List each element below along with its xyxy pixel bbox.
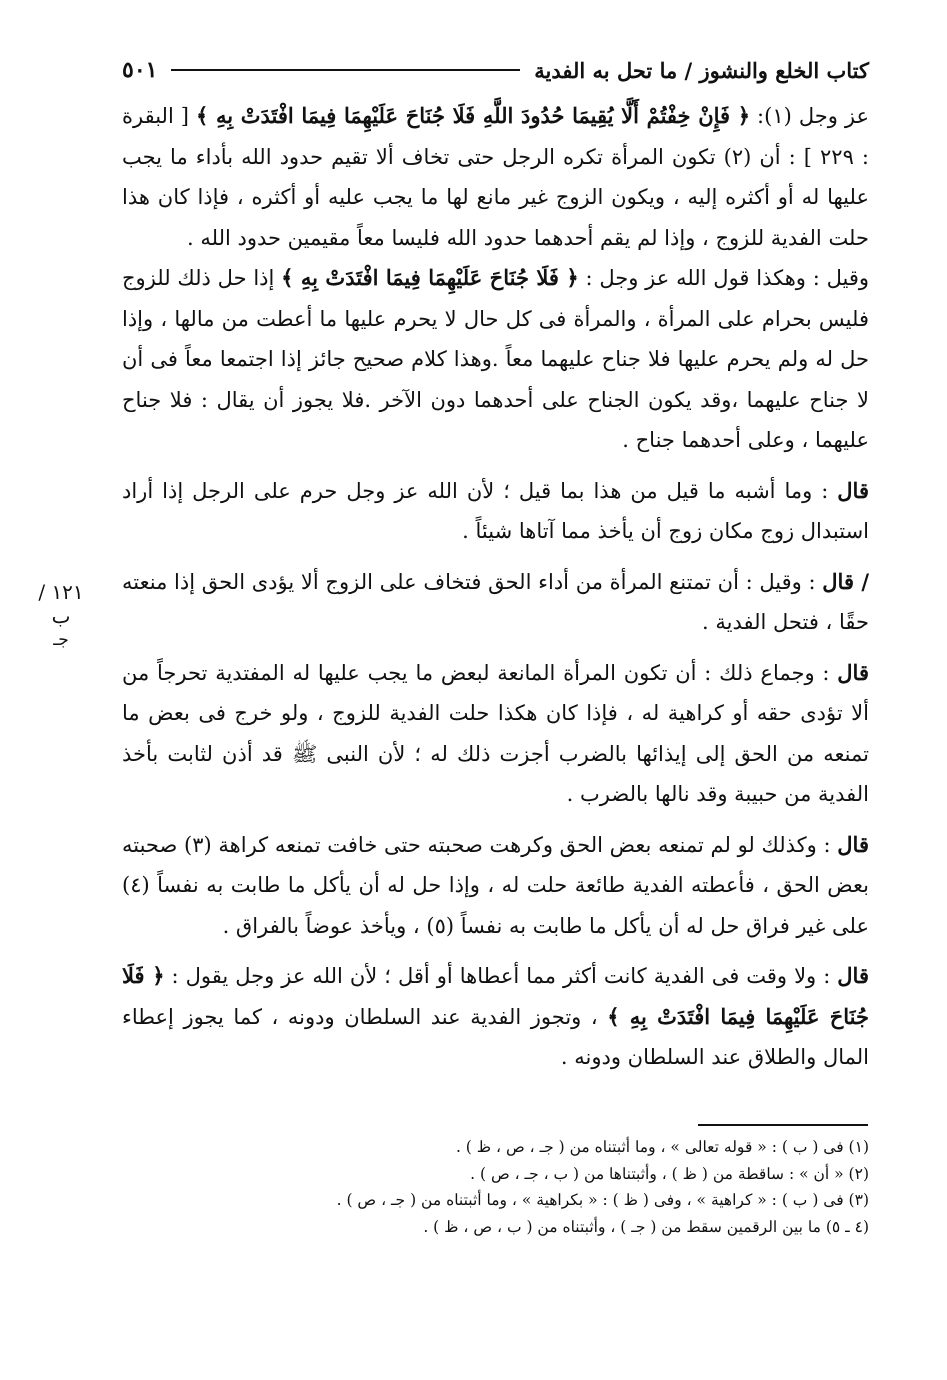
paragraph-text: : وقيل : أن تمتنع المرأة من أداء الحق فتخاف على الزوج ألا يؤدى الحق إذا منعته حقًا ، فتحل الفدية . [122,569,869,634]
paragraph-text: : وجماع ذلك : أن تكون المرأة المانعة لبعض ما يجب عليها له المفتدية تحرجاً من ألا تؤدى حقه أو كراهية له ، فإذا كان هكذا حلت الفدية للزوج ، ولو خرج فى بعض ما تمنعه من الحق إلى إيذائها بالضرب أجزت ذلك له ؛ لأن النبى ﷺ قد أذن لثابت بأخذ الفدية من حبيبة وقد نالها بالضرب . [122,660,869,806]
paragraph-lead: قال [837,659,869,685]
paragraph-lead: قال [837,831,869,857]
paragraph-text: : وكذلك لو لم تمنعه بعض الحق وكرهت صحبته حتى خافت تمنعه كراهة (٣) صحبته بعض الحق ، فأعطته الفدية طائعة حلت له ، وإذا حل له أن يأكل ما طابت به نفساً (٤) على غير فراق حل له أن يأكل ما طابت به نفساً (٥) ، ويأخذ عوضاً بالفراق . [122,832,869,938]
paragraph-2 [122,258,869,461]
paragraph-lead: قال [837,477,869,503]
manuscript-label: جـ [53,630,69,650]
quran-verse: ﴿ فَلَا جُنَاحَ عَلَيْهِمَا فِيمَا افْتَدَتْ بِهِ ﴾ [281,265,579,290]
paragraph-5 [122,653,869,815]
paragraph-text: [ البقرة : ٢٢٩ ] : أن (٢) تكون المرأة تكره الرجل حتى تخاف ألا تقيم حدود الله بأداء ما يجب عليها له أو أكثره إليه ، ويكون الزوج غير مانع لها ما يجب عليه أو أكثره ، فإذا كان هذا حلت الفدية للزوج ، وإذا لم يقم أحدهما حدود الله فليسا معاً مقيمين حدود الله . [122,104,869,250]
paragraph-text: : وما أشبه ما قيل من هذا بما قيل ؛ لأن الله عز وجل حرم على الرجل إذا أراد استبدال زوج مكان زوج أن يأخذ مما آتاها شيئاً . [122,478,869,543]
footnote: (٢) « أن » : ساقطة من ( ظ ) ، وأثبتناها من ( ب ، جـ ، ص ) . [470,1164,869,1183]
margin-folio-note [30,580,92,652]
quran-verse: ﴿ فَإِنْ خِفْتُمْ أَلَّا يُقِيمَا حُدُودَ اللَّهِ فَلَا جُنَاحَ عَلَيْهِمَا فِيمَا افْتَدَتْ بِهِ ﴾ [196,103,751,128]
page-header [122,50,869,90]
paragraph-lead: قال [837,963,869,988]
paragraph-3 [122,471,869,552]
running-title: كتاب الخلع والنشوز / ما تحل به الفدية [534,57,869,83]
paragraph-4 [122,562,869,643]
paragraph-text: ، وتجوز الفدية عند السلطان ودونه ، كما يجوز إعطاء المال والطلاق عند السلطان ودونه . [122,1004,869,1069]
main-text [122,96,869,1078]
paragraph-text: : ولا وقت فى الفدية كانت أكثر مما أعطاها أو أقل ؛ لأن الله عز وجل يقول : [164,964,838,988]
footnote: (١) فى ( ب ) : « قوله تعالى » ، وما أثبتناه من ( جـ ، ص ، ظ ) . [455,1138,869,1156]
paragraph-text: إذا حل ذلك للزوج فليس بحرام على المرأة ، والمرأة فى كل حال لا يحرم عليها ما أعطت من مالها ، وإذا حل له ولم يحرم عليها فلا جناح عليهما معاً .وهذا كلام صحيح جائز إذا اجتمعا معاً فى أن لا جناح عليهما ،وقد يكون الجناح على أحدهما دون الآخر .فلا يجوز أن يقال : فلا جناح عليهما ، وعلى أحدهما جناح . [122,266,869,452]
footnote: (٣) فى ( ب ) : « كراهية » ، وفى ( ظ ) : « بكراهية » ، وما أثبتناه من ( جـ ، ص ) . [336,1191,869,1209]
footnotes [200,1134,869,1240]
header-rule [171,69,520,71]
folio-number: ١٢١ / ب [38,580,84,628]
paragraph-intro: وقيل : وهكذا قول الله عز وجل : [578,266,869,290]
paragraph-6 [122,825,869,947]
footnote: (٤ ـ ٥) ما بين الرقمين سقط من ( جـ ) ، وأثبتناه من ( ب ، ص ، ظ ) . [423,1217,869,1236]
paragraph-7 [122,956,869,1078]
quran-verse: ﴿ فَلَا جُنَاحَ عَلَيْهِمَا فِيمَا افْتَدَتْ بِهِ ﴾ [122,963,869,1029]
footnote-separator [698,1124,868,1126]
paragraph-intro: عز وجل (١): [750,104,869,128]
page-number: ٥٠١ [122,57,158,83]
paragraph-lead: / قال [822,568,869,594]
paragraph-1 [122,96,869,258]
